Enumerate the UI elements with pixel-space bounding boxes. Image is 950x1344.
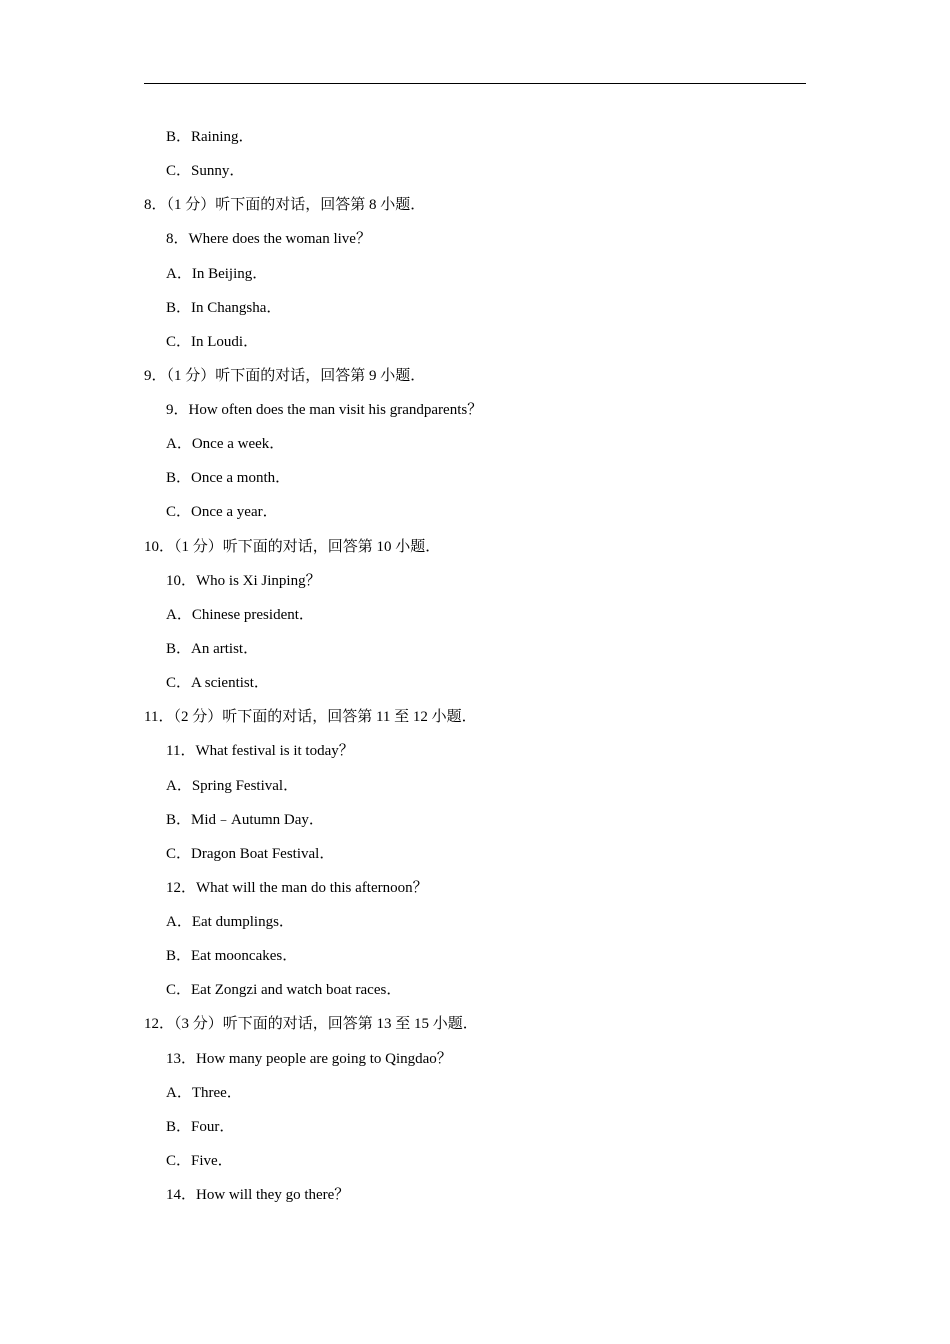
option-b: B．An artist． xyxy=(166,641,259,657)
option-c: C．Eat Zongzi and watch boat races． xyxy=(166,982,402,999)
question-8: 8．Where does the woman live？ xyxy=(166,231,371,248)
header-rule xyxy=(144,83,806,84)
option-a: A．Spring Festival． xyxy=(166,777,299,794)
question-10: 10．Who is Xi Jinping？ xyxy=(166,572,321,589)
option-c: C．Five． xyxy=(166,1152,233,1169)
option-b: B．Raining． xyxy=(166,129,254,145)
option-b: B．Once a month． xyxy=(166,470,291,487)
option-a: A．In Beijing． xyxy=(166,265,268,282)
option-a: A．Once a week． xyxy=(166,436,285,453)
section-heading-12: 12．（3 分）听下面的对话，回答第 13 至 15 小题． xyxy=(144,1016,478,1033)
option-b: B．Eat mooncakes． xyxy=(166,948,298,965)
section-heading-10: 10．（1 分）听下面的对话，回答第 10 小题． xyxy=(144,538,441,555)
question-9: 9．How often does the man visit his grandparents？ xyxy=(166,402,483,418)
option-c: C．A scientist． xyxy=(166,675,269,692)
option-c: C．Dragon Boat Festival． xyxy=(166,845,335,862)
option-c: C．In Loudi． xyxy=(166,333,259,350)
section-heading-11: 11．（2 分）听下面的对话，回答第 11 至 12 小题． xyxy=(144,709,477,726)
option-c: C．Once a year． xyxy=(166,504,278,521)
option-a: A．Three． xyxy=(166,1084,242,1101)
option-b: B．Mid﹣Autumn Day． xyxy=(166,811,324,828)
option-a: A．Chinese president． xyxy=(166,606,314,623)
section-heading-8: 8．（1 分）听下面的对话，回答第 8 小题． xyxy=(144,197,426,214)
option-b: B．In Changsha． xyxy=(166,299,282,316)
option-a: A．Eat dumplings． xyxy=(166,914,294,930)
option-c: C．Sunny． xyxy=(166,163,245,180)
question-12: 12．What will the man do this afternoon？ xyxy=(166,879,428,896)
section-heading-9: 9．（1 分）听下面的对话，回答第 9 小题． xyxy=(144,367,426,384)
option-b: B．Four． xyxy=(166,1118,235,1135)
question-14: 14．How will they go there？ xyxy=(166,1187,350,1203)
question-11: 11．What festival is it today？ xyxy=(166,743,354,760)
question-13: 13．How many people are going to Qingdao？ xyxy=(166,1050,452,1067)
